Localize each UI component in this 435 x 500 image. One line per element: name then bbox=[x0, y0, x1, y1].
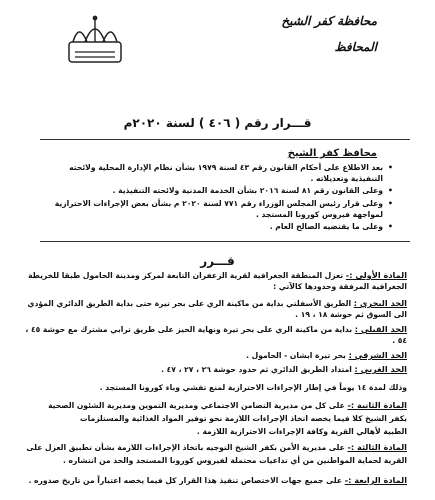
preamble-item bbox=[53, 222, 393, 233]
article-text: على مديرية الأمن بكفر الشيخ التوجيه باتخاذ الإجراءات اللازمة بشأن تطبيق العزل على bbox=[26, 443, 345, 452]
bullet-icon: • bbox=[387, 163, 393, 172]
boundary-label: الحد البحري : bbox=[353, 298, 407, 308]
bullet-icon: • bbox=[387, 199, 393, 208]
preamble-text: بعد الاطلاع على أحكام القانون رقم ٤٣ لسنة ١٩٧٩ بشأن نظام الإدارة المحلية ولائحته التنفيذية وتعديلاته . bbox=[69, 163, 383, 183]
divider bbox=[40, 139, 410, 140]
preamble-text: وعلى القانون رقم ٨١ لسنة ٢٠١٦ بشأن الخدمة المدنية ولائحته التنفيذية . bbox=[112, 186, 383, 195]
boundary-label: الحد القبلي : bbox=[354, 324, 407, 334]
article-second bbox=[18, 400, 407, 412]
article-label: المادة الأولى :- bbox=[345, 270, 407, 280]
boundary-south bbox=[18, 324, 407, 346]
preamble-text: وعلى ما يقتضيه الصالح العام . bbox=[269, 222, 383, 231]
article-label: المادة الرابعة :- bbox=[344, 475, 407, 485]
boundary-label: الحد الغربي : bbox=[354, 364, 407, 374]
article-third-cont: القرية لحماية المواطنين من أي تداعيات محتملة لفيروس كورونا المستجد والحد من انتشاره . bbox=[62, 456, 407, 465]
preamble-item bbox=[53, 186, 393, 197]
duration-text: وذلك لمدة ١٤ يوماً في إطار الإجراءات الاحترازية لمنع تفشي وباء كورونا المستجد . bbox=[99, 383, 407, 392]
article-second-cont: بكفر الشيخ كلا فيما يخصه اتخاذ الإجراءات اللازمة نحو توفير المواد الغذائية والمستلزمات bbox=[80, 414, 407, 423]
article-label: المادة الثانية :- bbox=[347, 400, 407, 410]
boundary-west bbox=[18, 364, 407, 376]
decides-heading: قـــرر bbox=[200, 254, 235, 268]
governorate-logo bbox=[65, 12, 125, 70]
boundary-text: الطريق الأسفلتي بداية من ماكينة الري على بحر تيرة حتى بداية الطريق الدائري المؤدي الى السوق ثم حوشة ١٨ ، ١٩ . bbox=[27, 299, 407, 319]
governorate-name: محافظة كفر الشيخ bbox=[281, 14, 377, 28]
decree-title: قـــرار رقم ( ٤٠٦ ) لسنة ٢٠٢٠م bbox=[123, 116, 312, 130]
preamble-text: وعلى قرار رئيس المجلس الوزراء رقم ٧٧١ لسنة ٢٠٢٠ م بشأن بعض الإجراءات الاحترازية لمواجهة فيروس كورونا المستجد . bbox=[54, 199, 383, 219]
divider bbox=[40, 241, 410, 242]
bullet-icon: • bbox=[387, 222, 393, 231]
article-second-cont: الطبية لأهالي القرية وكافة الإجراءات الاحترازية اللازمة . bbox=[196, 427, 407, 436]
preamble-item bbox=[53, 163, 393, 184]
boundary-text: امتداد الطريق الدائري ثم حدود حوشة ٢٦ ، ٢٧ ، ٤٧ . bbox=[161, 365, 352, 374]
article-first bbox=[18, 270, 407, 292]
article-third bbox=[18, 442, 407, 454]
article-fourth bbox=[18, 475, 407, 487]
boundary-north bbox=[18, 298, 407, 320]
boundary-text: بداية من ماكينة الري على بحر تيرة ونهاية الحيز على طريق ترابي مشترك مع حوشة ٤٥ ، ٥٤ . bbox=[25, 325, 407, 345]
governor-title: المحافظ bbox=[334, 40, 377, 54]
preamble-item bbox=[53, 199, 393, 220]
bullet-icon: • bbox=[387, 186, 393, 195]
article-text: على جميع جهات الاختصاص تنفيذ هذا القرار كل فيما يخصه اعتباراً من تاريخ صدوره . bbox=[28, 476, 343, 485]
article-text: تعزل المنطقة الجغرافية لقرية الزعفران التابعة لمركز ومدينة الحامول طبقا للخريطة الجغرافية المرفقة وحدودها كالآتي : bbox=[28, 271, 407, 291]
boundary-east bbox=[18, 350, 407, 362]
issuer-heading: محافظ كفر الشيخ bbox=[287, 148, 377, 159]
article-text: على كل من مديرية التضامن الاجتماعي ومديرية التموين ومديرية الشئون الصحية bbox=[48, 401, 345, 410]
boundary-text: بحر تيرة ابشان - الحامول . bbox=[246, 351, 346, 360]
article-label: المادة الثالثة :- bbox=[347, 442, 407, 452]
boundary-label: الحد الشرقي : bbox=[348, 350, 407, 360]
